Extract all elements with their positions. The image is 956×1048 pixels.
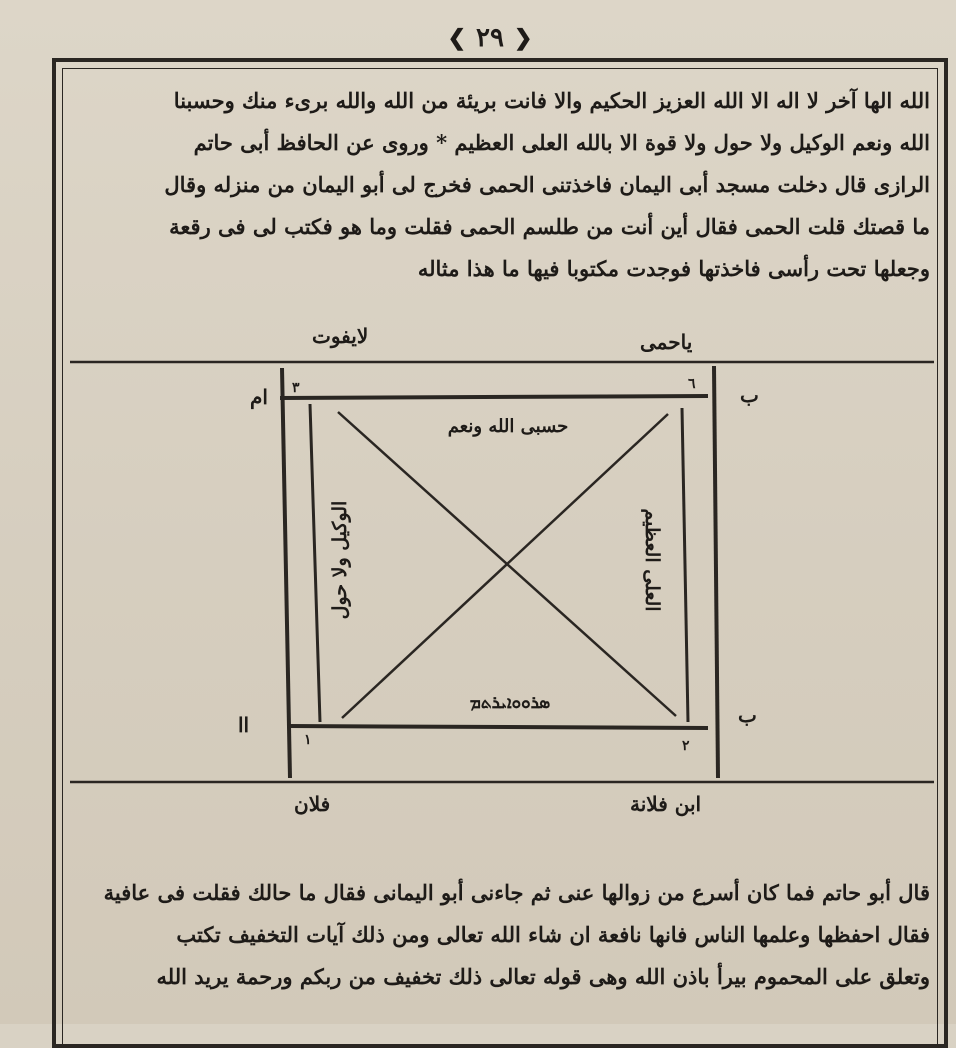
- outer-square-bottom: [288, 726, 708, 728]
- label-top-left: لايفوت: [312, 324, 369, 348]
- ornament-right-icon: ❯: [447, 25, 467, 51]
- footer-paragraph: [70, 872, 930, 998]
- label-top-right: ياحمى: [640, 330, 693, 354]
- text-line: وتعلق على المحموم بيرأ باذن الله وهى قوله تعالى ذلك تخفيف من ربكم ورحمة يريد الله: [156, 964, 930, 989]
- inner-left-text: الوكيل ولا حول: [329, 500, 351, 620]
- outer-square-right: [714, 366, 718, 778]
- text-line: ما قصتك قلت الحمى فقال أين أنت من طلسم الحمى فقلت وما هو فكتب لى فى رقعة: [169, 214, 930, 239]
- corner-mark-tl: ام: [250, 385, 268, 409]
- text-line: وجعلها تحت رأسى فاخذتها فوجدت مكتوبا فيها ما هذا مثاله: [417, 256, 930, 281]
- small-mark-bl: ١: [304, 732, 312, 748]
- text-line: الله ونعم الوكيل ولا حول ولا قوة الا بالله العلى العظيم * وروى عن الحافظ أبى حاتم: [193, 130, 930, 155]
- corner-mark-bl: اا: [238, 713, 250, 737]
- small-mark-br: ٢: [682, 738, 690, 754]
- page-number-text: ٢٩: [476, 23, 504, 53]
- text-line: الله الها آخر لا اله الا الله العزيز الحكيم والا فانت بريئة من الله والله برىء منك وحسبنا: [173, 88, 930, 113]
- label-bottom-right: ابن فلانة: [630, 792, 702, 816]
- ornament-left-icon: ❮: [513, 25, 533, 51]
- inner-bottom-text: ܣܪܘܘܐܝܪܬܡ: [469, 693, 551, 713]
- inner-top-text: حسبى الله ونعم: [447, 416, 569, 437]
- corner-mark-br: ب: [738, 703, 757, 727]
- text-line: قال أبو حاتم فما كان أسرع من زوالها عنى ثم جاءنى أبو اليمانى فقال ما حالك فقلت فى عافية: [103, 880, 930, 905]
- inner-line-right: [682, 408, 688, 722]
- label-bottom-left: فلان: [294, 792, 331, 816]
- inner-line-left: [310, 404, 320, 722]
- inner-right-text: العلى العظيم: [641, 508, 663, 612]
- small-mark-tl: ٣: [292, 380, 300, 396]
- outer-square-left: [282, 368, 290, 778]
- text-line: فقال احفظها وعلمها الناس فانها نافعة ان شاء الله تعالى ومن ذلك آيات التخفيف تكتب: [176, 922, 930, 947]
- outer-square-top: [280, 396, 708, 398]
- small-mark-tr: ٦: [688, 376, 696, 392]
- corner-mark-tr: ب: [740, 383, 759, 407]
- text-line: الرازى قال دخلت مسجد أبى اليمان فاخذتنى الحمى فخرج لى أبو اليمان من منزله وقال: [164, 172, 930, 197]
